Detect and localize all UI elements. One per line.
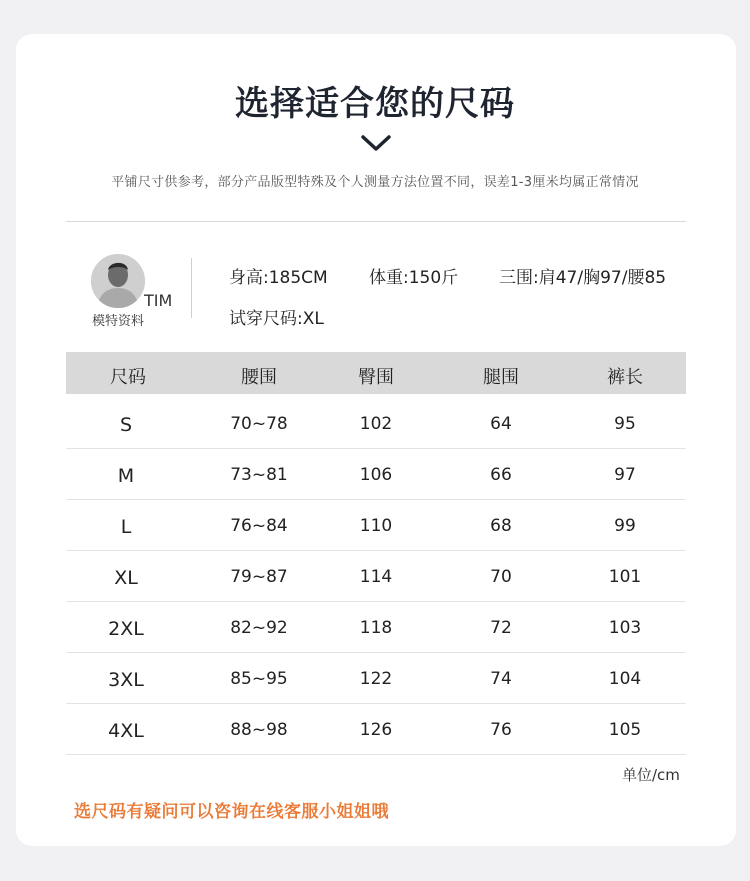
row-divider	[66, 652, 686, 653]
header-hip: 臀围	[358, 367, 394, 388]
row-divider	[66, 448, 686, 449]
section-divider	[66, 221, 686, 222]
cell-waist: 88~98	[230, 720, 288, 740]
cell-hip: 110	[359, 516, 393, 536]
row-divider	[66, 703, 686, 704]
row-divider	[66, 550, 686, 551]
cell-hip: 122	[359, 669, 393, 689]
model-photo-icon	[91, 254, 145, 308]
model-weight: 体重:150斤	[369, 268, 459, 288]
header-thigh: 腿围	[483, 367, 519, 388]
unit-label: 单位/cm	[622, 766, 680, 784]
cell-length: 104	[608, 669, 642, 689]
model-info-separator	[191, 258, 192, 318]
row-divider	[66, 499, 686, 500]
cell-length: 101	[608, 567, 642, 587]
cell-length: 103	[608, 618, 642, 638]
cell-length: 99	[614, 516, 636, 536]
cell-size: L	[120, 516, 132, 538]
cell-size: 4XL	[108, 720, 144, 742]
row-divider	[66, 754, 686, 755]
chevron-down-icon	[360, 134, 392, 152]
cell-hip: 118	[359, 618, 393, 638]
cell-waist: 73~81	[230, 465, 288, 485]
cell-length: 97	[614, 465, 636, 485]
cell-thigh: 74	[490, 669, 512, 689]
model-measurements: 三围:肩47/胸97/腰85	[499, 268, 667, 288]
cell-thigh: 66	[490, 465, 512, 485]
model-avatar	[91, 254, 145, 308]
cell-hip: 126	[359, 720, 393, 740]
cell-length: 95	[614, 414, 636, 434]
cell-waist: 85~95	[230, 669, 288, 689]
cell-thigh: 68	[490, 516, 512, 536]
model-trial-size: 试穿尺码:XL	[229, 309, 324, 329]
cell-length: 105	[608, 720, 642, 740]
cell-size: S	[119, 414, 133, 436]
cell-hip: 114	[359, 567, 393, 587]
model-name: TIM	[144, 291, 173, 310]
header-length: 裤长	[607, 367, 643, 388]
cell-size: 3XL	[108, 669, 144, 691]
header-waist: 腰围	[241, 367, 277, 388]
cell-waist: 76~84	[230, 516, 288, 536]
cell-thigh: 70	[490, 567, 512, 587]
model-info-label: 模特资料	[92, 314, 145, 329]
cell-thigh: 72	[490, 618, 512, 638]
cell-hip: 102	[359, 414, 393, 434]
cell-thigh: 76	[490, 720, 512, 740]
cell-size: XL	[114, 567, 138, 589]
cell-waist: 79~87	[230, 567, 288, 587]
cell-size: M	[117, 465, 135, 487]
cell-thigh: 64	[490, 414, 512, 434]
cell-hip: 106	[359, 465, 393, 485]
cell-waist: 82~92	[230, 618, 288, 638]
model-height: 身高:185CM	[229, 268, 328, 288]
page-title: 选择适合您的尺码	[235, 84, 515, 124]
header-size: 尺码	[110, 367, 146, 388]
cell-size: 2XL	[108, 618, 144, 640]
row-divider	[66, 601, 686, 602]
customer-service-note: 选尺码有疑问可以咨询在线客服小姐姐哦	[74, 802, 389, 822]
measurement-disclaimer: 平铺尺寸供参考，部分产品版型特殊及个人测量方法位置不同，误差1-3厘米均属正常情况	[111, 175, 639, 190]
cell-waist: 70~78	[230, 414, 288, 434]
